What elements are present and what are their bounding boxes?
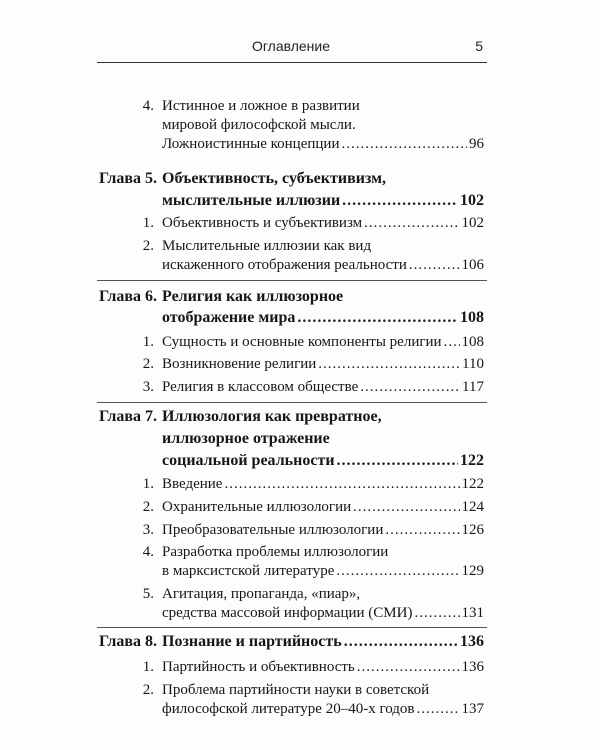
dot-leader <box>297 307 458 329</box>
toc-entry-section-4[interactable] <box>162 134 484 154</box>
section-number: 3. <box>142 379 154 395</box>
section-title-line: Разработка проблемы иллюзологии <box>162 544 389 560</box>
section-page: 137 <box>461 701 484 717</box>
section-title-line: Проблема партийности науки в советской <box>162 682 430 698</box>
chapter-title-line: Познание и партийность <box>162 633 342 650</box>
header-rule <box>97 62 487 63</box>
section-page: 108 <box>461 334 484 350</box>
toc-entry-6-3[interactable] <box>162 377 484 397</box>
section-title: Преобразовательные иллюзологии <box>162 522 384 538</box>
dot-leader <box>360 377 460 397</box>
section-number: 2. <box>142 499 154 515</box>
chapter-page: 102 <box>460 192 484 209</box>
section-title-line: Мыслительные иллюзии как вид <box>162 238 372 254</box>
dot-leader <box>353 497 459 517</box>
dot-leader <box>318 354 460 374</box>
chapter-title-line: мыслительные иллюзии <box>162 192 341 209</box>
section-title-line: искаженного отображения реальности <box>162 257 407 273</box>
toc-entry-8-2[interactable] <box>162 699 484 719</box>
chapter-title-line: отображение мира <box>162 309 296 326</box>
dot-leader <box>337 450 458 472</box>
toc-entry-6-2[interactable] <box>162 354 484 374</box>
dot-leader <box>417 699 460 719</box>
section-number: 1. <box>142 476 154 492</box>
chapter-page: 122 <box>460 452 484 469</box>
section-page: 102 <box>461 215 484 231</box>
chapter-title-line: Иллюзология как превратное, <box>162 408 382 425</box>
running-head-title: Оглавление <box>251 38 331 54</box>
section-number: 1. <box>142 334 154 350</box>
dot-leader <box>336 561 459 581</box>
section-title: Охранительные иллюзологии <box>162 499 352 515</box>
section-number: 2. <box>142 238 154 254</box>
toc-entry-7-2[interactable] <box>162 497 484 517</box>
section-number: 2. <box>142 356 154 372</box>
toc-entry-6-1[interactable] <box>162 332 484 352</box>
toc-entry-8-1[interactable] <box>162 657 484 677</box>
chapter-label: Глава 6. <box>99 288 157 305</box>
section-title-line: Истинное и ложное в развитии <box>162 98 360 114</box>
section-title-line: мировой философской мысли. <box>162 117 356 133</box>
chapter-label: Глава 5. <box>99 170 157 187</box>
chapter-divider <box>97 402 487 403</box>
chapter-divider <box>97 280 487 281</box>
section-title: Сущность и основные компоненты религии <box>162 334 442 350</box>
toc-entry-5-1[interactable] <box>162 213 484 233</box>
chapter-label: Глава 7. <box>99 408 157 425</box>
section-page: 129 <box>461 563 484 579</box>
section-page: 110 <box>462 356 484 372</box>
section-title: Религия в классовом обществе <box>162 379 359 395</box>
section-page: 131 <box>461 605 484 621</box>
toc-entry-chapter-6[interactable] <box>162 307 484 329</box>
toc-entry-7-4[interactable] <box>162 561 484 581</box>
chapter-label: Глава 8. <box>99 633 157 650</box>
section-page: 126 <box>461 522 484 538</box>
section-page: 106 <box>461 257 484 273</box>
section-title: Партийность и объективность <box>162 659 355 675</box>
toc-entry-7-5[interactable] <box>162 603 484 623</box>
dot-leader <box>385 520 459 540</box>
dot-leader <box>357 657 460 677</box>
section-page: 124 <box>461 499 484 515</box>
chapter-title-line: Религия как иллюзорное <box>162 288 344 305</box>
section-page: 136 <box>461 659 484 675</box>
dot-leader <box>342 190 458 212</box>
chapter-page: 108 <box>460 309 484 326</box>
toc-entry-chapter-8[interactable] <box>162 631 484 653</box>
section-title: Объективность и субъективизм <box>162 215 363 231</box>
chapter-page: 136 <box>460 633 484 650</box>
dot-leader <box>341 134 467 154</box>
section-page: 117 <box>462 379 484 395</box>
section-number: 3. <box>142 522 154 538</box>
dot-leader <box>444 332 460 352</box>
section-title: Возникновение религии <box>162 356 317 372</box>
chapter-title-line: социальной реальности <box>162 452 335 469</box>
section-title-line: в марксистской литературе <box>162 563 335 579</box>
section-title-line: средства массовой информации (СМИ) <box>162 605 413 621</box>
section-number: 4. <box>142 98 154 114</box>
section-number: 1. <box>142 215 154 231</box>
dot-leader <box>364 213 459 233</box>
section-title: Введение <box>162 476 223 492</box>
toc-entry-7-3[interactable] <box>162 520 484 540</box>
chapter-title-line: Объективность, субъективизм, <box>162 170 387 187</box>
dot-leader <box>414 603 459 623</box>
section-page: 122 <box>461 476 484 492</box>
section-number: 1. <box>142 659 154 675</box>
dot-leader <box>409 255 460 275</box>
section-number: 5. <box>142 586 154 602</box>
dot-leader <box>344 631 458 653</box>
chapter-divider <box>97 627 487 628</box>
toc-entry-chapter-7[interactable] <box>162 450 484 472</box>
section-title-line: Агитация, пропаганда, «пиар», <box>162 586 361 602</box>
section-number: 4. <box>142 544 154 560</box>
toc-entry-5-2[interactable] <box>162 255 484 275</box>
page-number: 5 <box>475 38 483 54</box>
section-number: 2. <box>142 682 154 698</box>
section-title-line: Ложноистинные концепции <box>162 136 340 152</box>
section-page: 96 <box>469 136 484 152</box>
chapter-title-line: иллюзорное отражение <box>162 430 330 447</box>
toc-entry-7-1[interactable] <box>162 474 484 494</box>
section-title-line: философской литературе 20–40-х годов <box>162 701 415 717</box>
dot-leader <box>224 474 459 494</box>
toc-entry-chapter-5[interactable] <box>162 190 484 212</box>
